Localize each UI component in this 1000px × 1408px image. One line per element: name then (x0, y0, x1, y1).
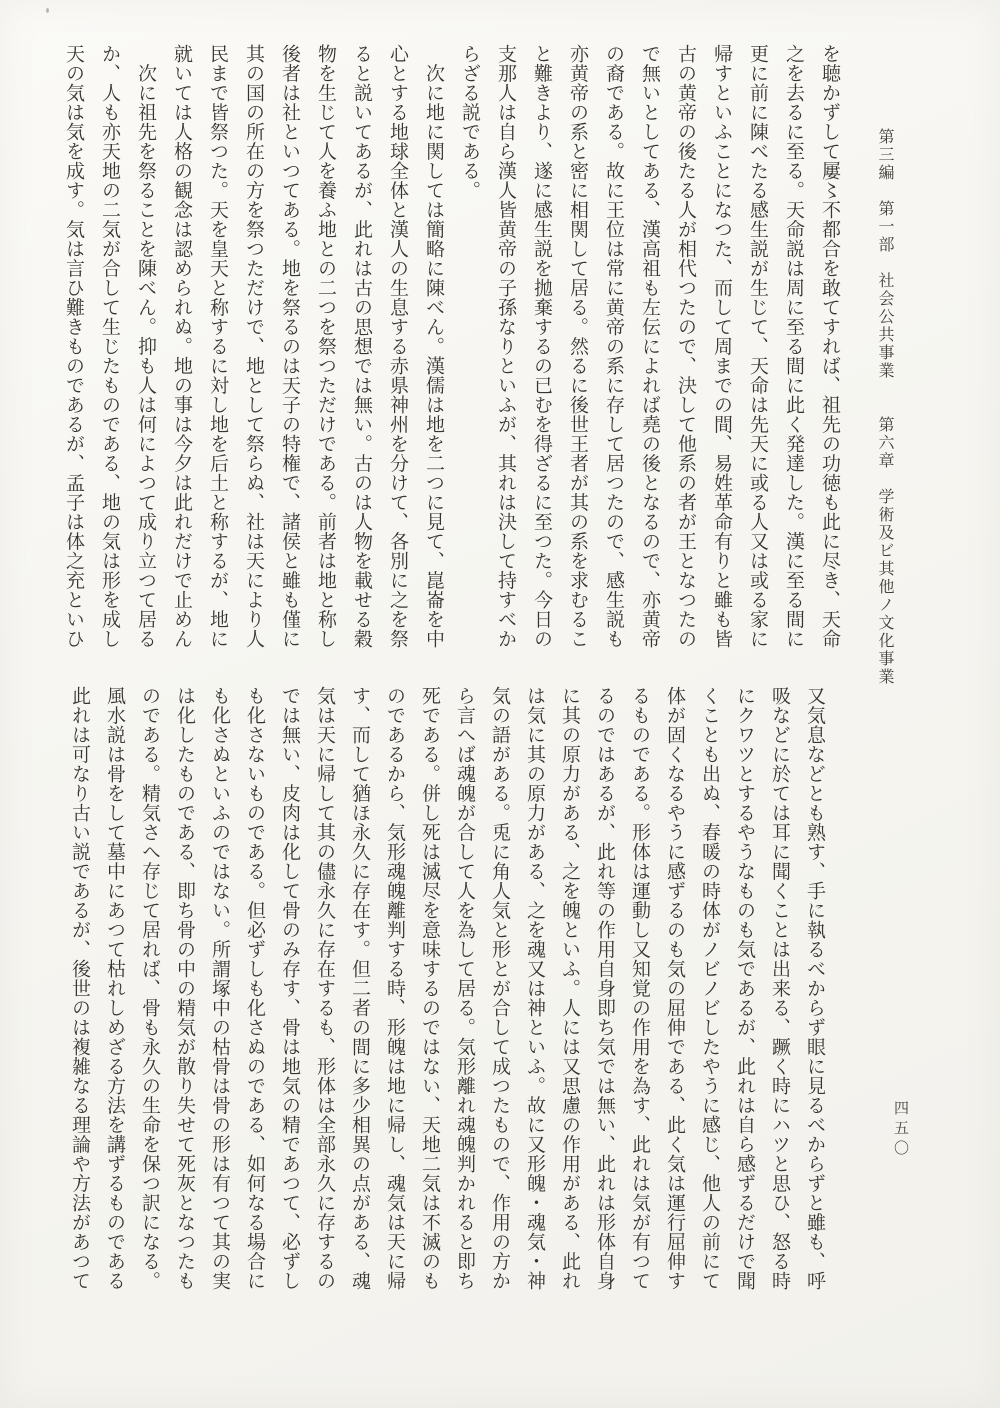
text-column: では無い、皮肉は化して骨のみ存す、骨は地気の精であつて、必ずし (279, 686, 301, 1291)
text-column: は気に其の原力がある、之を魂又は神といふ。故に又形魄・魂気・神 (524, 686, 546, 1291)
text-column: に其の原力がある、之を魄といふ。人には又思慮の作用がある、此れ (559, 686, 581, 1291)
text-column: のである。精気さへ存じて居れば、骨も永久の生命を保つ訳になる。 (139, 686, 161, 1291)
text-block-bottom (60, 686, 832, 1298)
text-column: るのではあるが、此れ等の作用自身即ち気では無い、此れは形体自身 (594, 686, 616, 1291)
text-column: を聴かずして屢〻不都合を敢てすれば、祖先の功徳も此に尽き、天命 (819, 44, 841, 649)
text-column: も化さないものである。但必ずしも化さぬのである、如何なる場合に (244, 686, 266, 1291)
text-column: 其の国の所在の方を祭つただけで、地として祭らぬ、社は天により人 (243, 44, 265, 649)
text-column: 心とする地球全体と漢人の生息する赤県神州を分けて、各別に之を祭 (387, 44, 409, 649)
text-column: の裔である。故に王位は常に黄帝の系に存して居つたので、感生説も (603, 44, 625, 649)
text-column: ら言へば魂魄が合して人を為して居る。気形離れ魂魄判かれると即ち (454, 686, 476, 1291)
text-block-top (56, 44, 848, 654)
text-column: 風水説は骨をして墓中にあつて枯れしめざる方法を講ずるものである (104, 686, 126, 1291)
text-column: らざる説である。 (459, 44, 481, 200)
text-column: と難きより、遂に感生説を拋棄するの已むを得ざるに至つた。今日の (531, 44, 553, 649)
text-column: 亦黄帝の系と密に相関して居る。然るに後世王者が其の系を求むるこ (567, 44, 589, 649)
page-number: 四五〇 (892, 1100, 910, 1160)
text-column: 体が固くなるやうに感ずるのも気の屈伸である、此く気は運行屈伸す (664, 686, 686, 1291)
text-column: は化したものである、即ち骨の中の精気が散り失せて死灰となつたも (174, 686, 196, 1291)
text-column: 古の黄帝の後たる人が相代つたので、決して他系の者が王となつたの (675, 44, 697, 649)
text-column: 死である。併し死は滅尽を意味するのではない、天地二気は不滅のも (419, 686, 441, 1291)
text-column: 又気息などとも熟す、手に執るべからず眼に見るべからずと雖も、呼 (804, 686, 826, 1291)
text-column: 天の気は気を成す。気は言ひ難きものであるが、孟子は体之充といひ (63, 44, 85, 649)
text-column: 之を去るに至る。天命説は周に至る間に此く発達した。漢に至る間に (783, 44, 805, 649)
text-column: 気の語がある。兎に角人気と形とが合して成つたもので、作用の方か (489, 686, 511, 1291)
text-column: 次に地に関しては簡略に陳べん。漢儒は地を二つに見て、崑崙を中 (423, 44, 445, 649)
text-column: か、人も亦天地の二気が合して生じたものである、地の気は形を成し (99, 44, 121, 649)
running-head: 第三編 第一部 社会公共事業 第六章 学術及ビ其他ノ文化事業 (876, 128, 895, 686)
text-column: 次に祖先を祭ることを陳べん。抑も人は何によつて成り立つて居る (135, 44, 157, 649)
text-column: す、而して猶ほ永久に存在す。但二者の間に多少相異の点がある、魂 (349, 686, 371, 1291)
scan-speck (46, 8, 49, 13)
text-column: のであるから、気形魂魄離判する時、形魄は地に帰し、魂気は天に帰 (384, 686, 406, 1291)
text-column: 帰すといふことになつた、而して周までの間、易姓革命有りと雖も皆 (711, 44, 733, 649)
text-column: 民まで皆祭つた。天を皇天と称するに対し地を后土と称するが、地に (207, 44, 229, 649)
text-column: くことも出ぬ、春暖の時体がノビノビしたやうに感じ、他人の前にて (699, 686, 721, 1291)
text-column: 此れは可なり古い説であるが、後世のは複雑なる理論や方法があつて (69, 686, 91, 1291)
text-column: 更に前に陳べたる感生説が生じて、天命は先天に或る人又は或る家に (747, 44, 769, 649)
text-column: 後者は社といつてある。地を祭るのは天子の特権で、諸侯と雖も僅に (279, 44, 301, 649)
text-column: 物を生じて人を養ふ地との二つを祭つただけである。前者は地と称し (315, 44, 337, 649)
text-column: も化さぬといふのではない。所謂塚中の枯骨は骨の形は有つて其の実 (209, 686, 231, 1291)
text-column: 支那人は自ら漢人皆黄帝の子孫なりといふが、其れは決して持すべか (495, 44, 517, 649)
text-column: で無いとしてある、漢高祖も左伝によれば堯の後となるので、亦黄帝 (639, 44, 661, 649)
text-column: 気は天に帰して其の儘永久に存在するも、形体は全部永久に存するの (314, 686, 336, 1291)
text-column: るものである。形体は運動し又知覚の作用を為す、此れは気が有つて (629, 686, 651, 1291)
text-column: 就いては人格の観念は認められぬ。地の事は今夕は此れだけで止めん (171, 44, 193, 649)
text-column: ると説いてあるが、此れは古の思想では無い。古のは人物を載せる穀 (351, 44, 373, 649)
text-column: にクワツとするやうなものも気であるが、此れは自ら感ずるだけで聞 (734, 686, 756, 1291)
text-column: 吸などに於ては耳に聞くことは出来る、蹶く時にハツと思ひ、怒る時 (769, 686, 791, 1291)
